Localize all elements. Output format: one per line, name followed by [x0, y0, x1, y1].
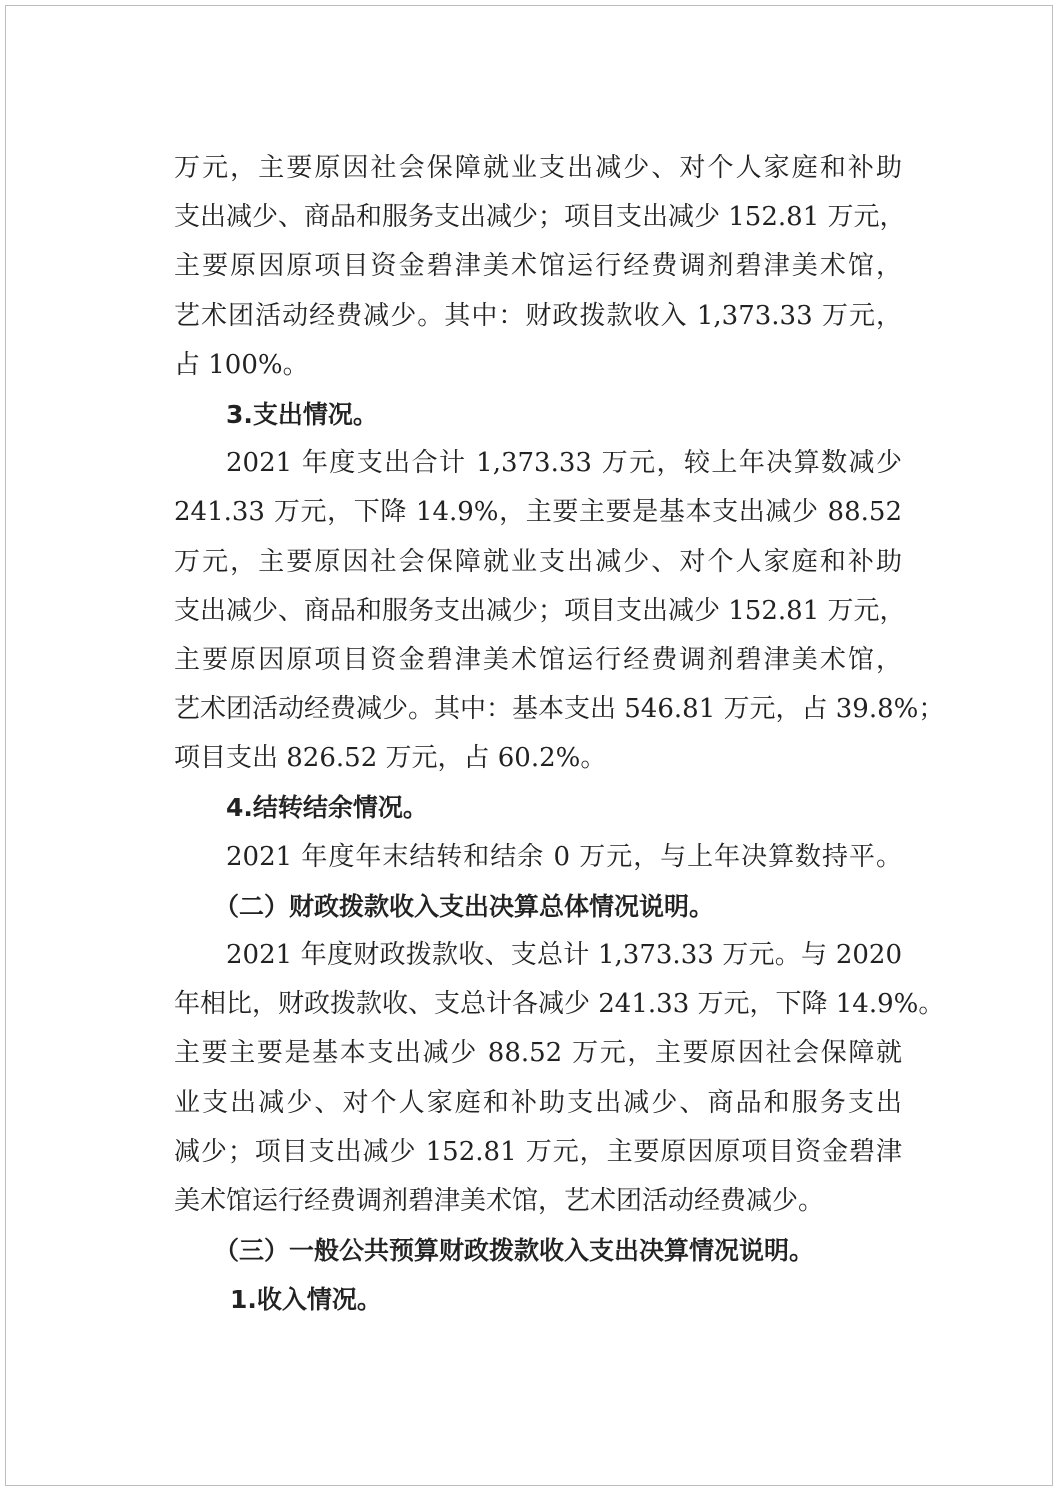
section-heading-fiscal-overview: （二）财政拨款收入支出决算总体情况说明。 — [214, 891, 715, 921]
paragraph-line: 2021 年度支出合计 1,373.33 万元，较上年决算数减少 — [226, 448, 902, 479]
paragraph-line: 业支出减少、对个人家庭和补助支出减少、商品和服务支出 — [174, 1087, 902, 1118]
paragraph-line: 美术馆运行经费调剂碧津美术馆，艺术团活动经费减少。 — [174, 1185, 825, 1216]
document-body — [174, 144, 945, 1325]
paragraph-line: 支出减少、商品和服务支出减少；项目支出减少 152.81 万元， — [174, 595, 906, 626]
paragraph-line: 减少；项目支出减少 152.81 万元，主要原因原项目资金碧津 — [174, 1136, 902, 1167]
section-heading-income: 1.收入情况。 — [230, 1285, 382, 1315]
paragraph-line: 2021 年度年末结转和结余 0 万元，与上年决算数持平。 — [226, 841, 902, 872]
paragraph-line: 占 100%。 — [174, 349, 309, 380]
paragraph-line: 项目支出 826.52 万元，占 60.2%。 — [174, 743, 607, 774]
paragraph-line: 2021 年度财政拨款收、支总计 1,373.33 万元。与 2020 — [226, 940, 902, 970]
paragraph-line: 主要原因原项目资金碧津美术馆运行经费调剂碧津美术馆， — [174, 644, 902, 675]
document-page — [5, 5, 1053, 1486]
paragraph-line: 241.33 万元，下降 14.9%，主要主要是基本支出减少 88.52 — [174, 497, 902, 528]
section-heading-carryover: 4.结转结余情况。 — [226, 793, 428, 823]
paragraph-line: 主要主要是基本支出减少 88.52 万元，主要原因社会保障就 — [174, 1038, 902, 1069]
paragraph-line: 年相比，财政拨款收、支总计各减少 241.33 万元，下降 14.9%。 — [174, 989, 945, 1020]
paragraph-line: 万元，主要原因社会保障就业支出减少、对个人家庭和补助 — [174, 153, 902, 183]
paragraph-line: 主要原因原项目资金碧津美术馆运行经费调剂碧津美术馆， — [174, 251, 902, 282]
paragraph-line: 支出减少、商品和服务支出减少；项目支出减少 152.81 万元， — [174, 202, 906, 233]
paragraph-line: 艺术团活动经费减少。其中：基本支出 546.81 万元，占 39.8%； — [174, 694, 945, 725]
section-heading-general-budget: （三）一般公共预算财政拨款收入支出决算情况说明。 — [214, 1236, 815, 1266]
section-heading-expenditure: 3.支出情况。 — [226, 399, 378, 429]
paragraph-line: 万元，主要原因社会保障就业支出减少、对个人家庭和补助 — [174, 546, 902, 577]
paragraph-line: 艺术团活动经费减少。其中：财政拨款收入 1,373.33 万元， — [174, 300, 902, 331]
